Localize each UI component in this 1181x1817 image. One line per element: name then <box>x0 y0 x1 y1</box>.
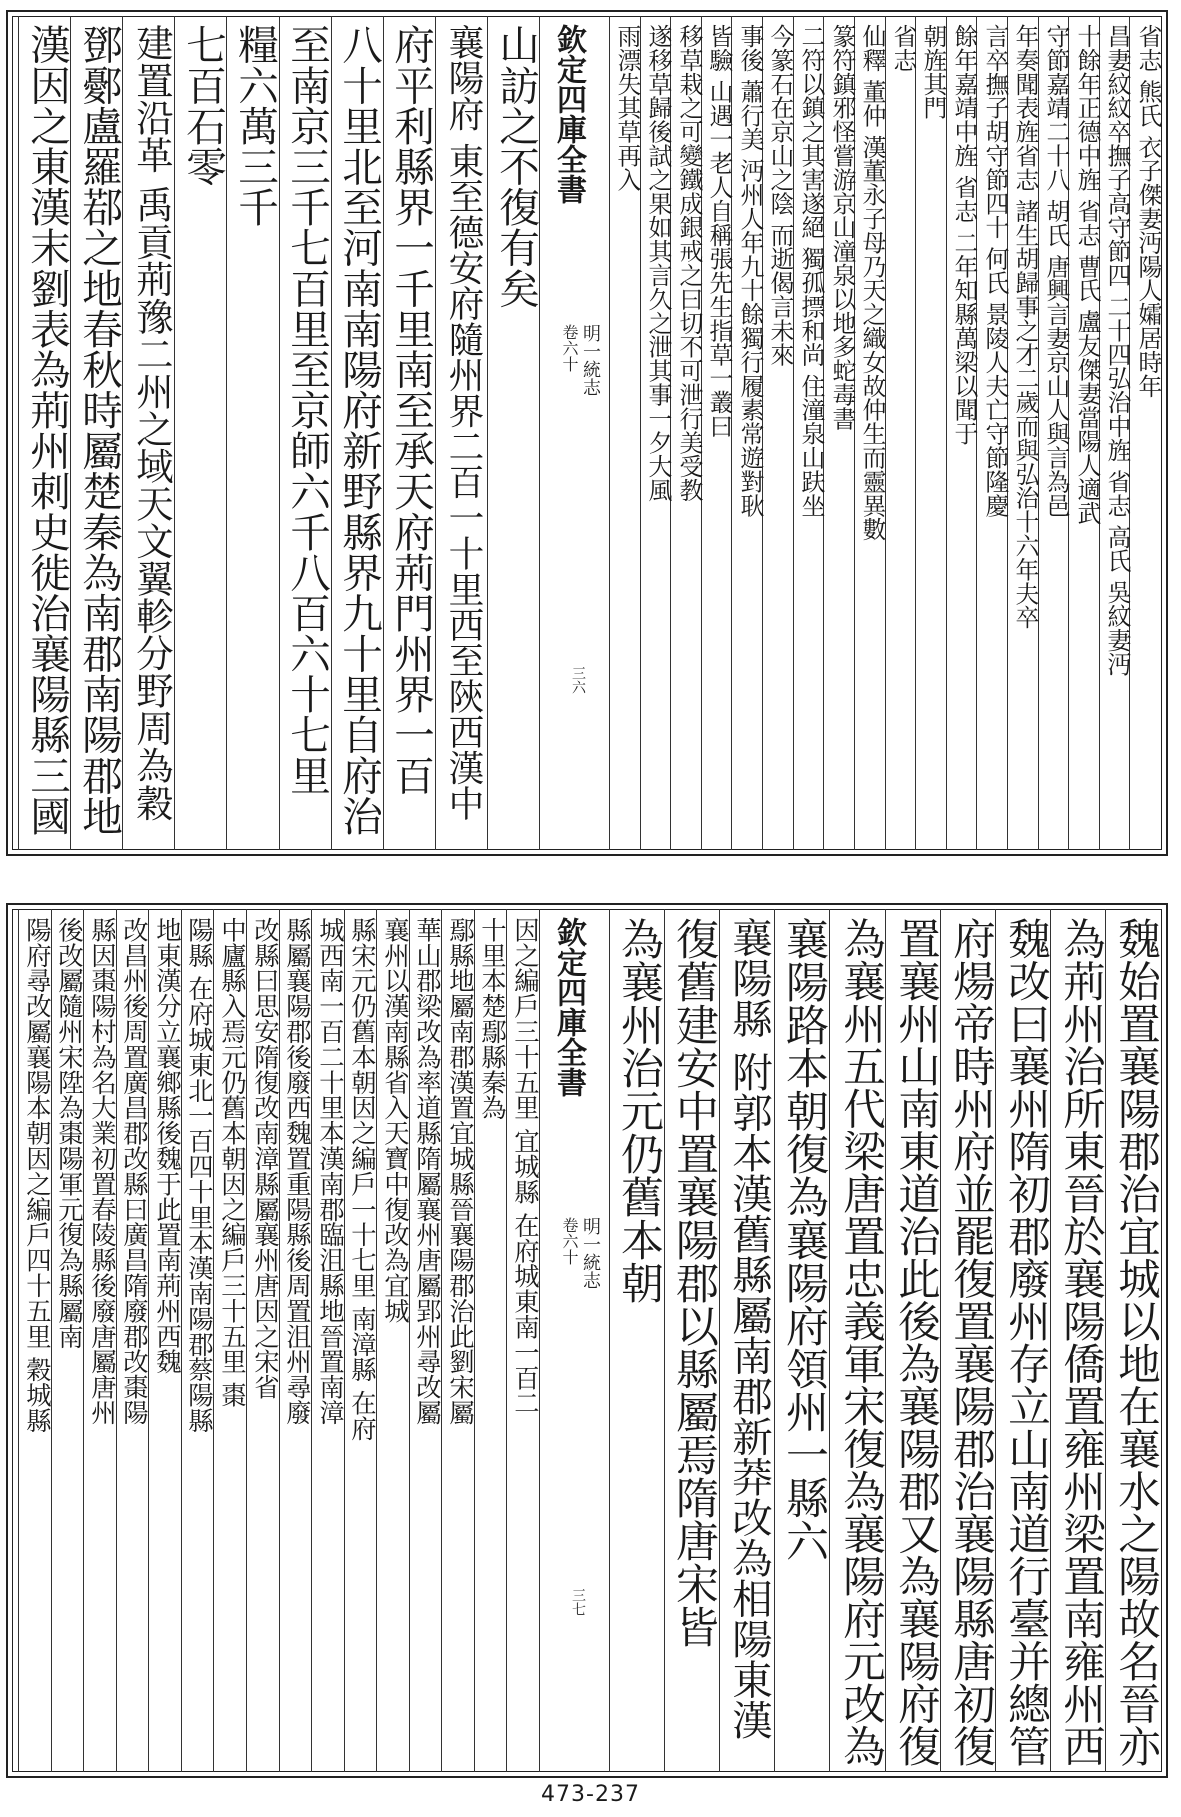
text-column: 改縣曰思安隋復改南漳縣屬襄州唐因之宋省 <box>251 917 281 1400</box>
spine-juan: 卷六十 <box>560 324 579 372</box>
column-rule <box>946 16 947 850</box>
text-column: 後改屬隨州宋陞為棗陽軍元復為縣屬南 <box>55 917 85 1349</box>
text-column: 建置沿革 禹貢荊豫二州之域天文翼軫分野周為穀 <box>130 24 174 822</box>
text-column: 襄陽縣 附郭本漢舊縣屬南郡新莽改為相陽東漢 <box>725 917 773 1740</box>
text-column: 移草栽之可變鐵成銀戒之曰切不可泄行美受教 <box>675 24 703 502</box>
column-rule <box>885 909 886 1772</box>
text-column: 年奏聞表旌省志 諸生胡歸事之才二歲而與弘治十六年夫卒 <box>1011 24 1039 630</box>
text-column: 事後 蕭行美 沔州人年九十餘獨行履素常遊對耿 <box>736 24 764 518</box>
column-rule <box>609 909 610 1772</box>
text-column: 十餘年正德中旌 省志 曹氏 盧友傑妻當陽人適武 <box>1073 24 1101 525</box>
text-column: 因之編戶三十五里 宜城縣 在府城東南一百二 <box>511 917 541 1416</box>
text-column: 城西南一百二十里本漢南郡臨沮縣地晉置南漳 <box>316 917 346 1425</box>
column-rule <box>995 909 996 1772</box>
text-column: 遂移草歸後試之果如其言久之泄其事一夕大風 <box>644 24 672 502</box>
column-rule <box>940 909 941 1772</box>
column-rule <box>174 16 175 850</box>
spine-folio: 三六 <box>570 666 586 694</box>
text-column: 魏始置襄陽郡治宜城以地在襄水之陽故名晉亦 <box>1111 917 1160 1767</box>
text-column: 二符以鎮之其害遂絕 獨孤摽和尚 住潼泉山趺坐 <box>797 24 825 518</box>
text-column: 魏改曰襄州隋初郡廢州存立山南道行臺并總管 <box>1001 917 1050 1767</box>
text-column: 糧六萬三千 <box>231 24 279 227</box>
column-rule <box>609 16 610 850</box>
text-column: 仙釋 董仲 漢董永子母乃天之織女故仲生而靈異數 <box>858 24 886 542</box>
column-rule <box>1050 909 1051 1772</box>
text-column: 縣宋元仍舊本朝因之編戶一十七里 南漳縣 在府 <box>348 917 378 1442</box>
column-rule <box>915 16 916 850</box>
text-column: 華山郡梁改為率道縣隋屬襄州唐屬郢州尋改屬 <box>413 917 443 1425</box>
text-column: 縣因棗陽村為名大業初置春陵縣後廢唐屬唐州 <box>88 917 118 1425</box>
text-column: 昌妻紋紋卒撫子高守節四 二十四弘治中旌 省志 高氏 吳紋妻沔 <box>1103 24 1131 676</box>
column-rule <box>829 909 830 1772</box>
text-column: 置襄州山南東道治此後為襄陽郡又為襄陽府復 <box>891 917 940 1767</box>
text-column: 朝旌其門 <box>919 24 947 120</box>
spine-book-title: 明一統志 <box>580 324 601 396</box>
text-column: 守節嘉靖二十八 胡氏 唐興言妻京山人與言為邑 <box>1042 24 1070 518</box>
text-column: 餘年嘉靖中旌 省志 二年知縣萬梁以聞于 <box>950 24 978 446</box>
column-rule <box>18 909 19 1772</box>
text-column: 皆驗 山遇一老人自稱張先生指草一叢曰 <box>705 24 733 438</box>
text-column: 府平利縣界一千里南至承天府荊門州界一百 <box>387 24 435 796</box>
text-column: 為襄州五代梁唐置忠義軍宋復為襄陽府元改為 <box>836 917 885 1767</box>
text-column: 鄢縣地屬南郡漢置宜城縣晉襄陽郡治此劉宋屬 <box>446 917 476 1425</box>
text-column: 襄陽路本朝復為襄陽府領州一縣六 <box>779 917 829 1562</box>
text-column: 篆符鎮邪怪嘗游京山潼泉以地多蛇毒書 <box>828 24 856 431</box>
text-column: 改昌州後周置廣昌郡改縣曰廣昌隋廢郡改棗陽 <box>120 917 150 1425</box>
column-rule <box>279 16 280 850</box>
text-column: 雨漂失其草再入 <box>613 24 641 192</box>
text-column: 十里本楚鄢縣秦為 <box>478 917 508 1121</box>
text-column: 為荊州治所東晉於襄陽僑置雍州梁置南雍州西 <box>1056 917 1105 1767</box>
text-column: 省志 <box>889 24 917 72</box>
text-column: 襄陽府 東至德安府隨州界二百一十里西至陝西漢中 <box>443 24 484 821</box>
column-rule <box>719 909 720 1772</box>
column-rule <box>774 909 775 1772</box>
spine-juan: 卷六十 <box>560 1217 579 1265</box>
text-column: 陽縣 在府城東北一百四十里本漢南陽郡蔡陽縣 <box>185 917 215 1434</box>
column-rule <box>18 16 19 850</box>
column-rule <box>331 16 332 850</box>
spine-title: 欽定四庫全書 <box>551 917 586 1097</box>
text-column: 襄州以漢南縣省入天寶中復改為宜城 <box>381 917 411 1324</box>
spine-folio: 三七 <box>570 1588 586 1616</box>
text-column: 七百石零 <box>179 24 227 187</box>
text-column: 府煬帝時州府並罷復置襄陽郡治襄陽縣唐初復 <box>946 917 995 1767</box>
column-rule <box>383 16 384 850</box>
spine-book-title: 明一統志 <box>580 1217 601 1289</box>
text-column: 縣屬襄陽郡後廢西魏置重陽縣後周置沮州尋廢 <box>283 917 313 1425</box>
text-column: 地東漢分立襄鄉縣後魏于此置南荊州西魏 <box>153 917 183 1375</box>
bottom-page <box>6 903 1168 1778</box>
column-rule <box>664 909 665 1772</box>
text-column: 為襄州治元仍舊本朝 <box>614 917 664 1304</box>
text-column: 復舊建安中置襄陽郡以縣屬焉隋唐宋皆 <box>669 917 719 1648</box>
text-column: 至南京三千七百里至京師六千八百六十七里 <box>283 24 331 796</box>
text-column: 中廬縣入焉元仍舊本朝因之編戶三十五里 棗 <box>218 917 248 1408</box>
top-page <box>6 10 1168 856</box>
column-rule <box>435 16 436 850</box>
column-rule <box>487 16 488 850</box>
text-column: 鄧鄾盧羅鄀之地春秋時屬楚秦為南郡南陽郡地 <box>75 24 123 836</box>
text-column: 八十里北至河南南陽府新野縣界九十里自府治 <box>335 24 383 836</box>
text-column: 漢因之東漢末劉表為荊州刺史徙治襄陽縣三國 <box>23 24 71 836</box>
spine-title: 欽定四庫全書 <box>551 24 586 204</box>
text-column: 省志 熊氏 衣子傑妻沔陽人孀居時年 <box>1134 24 1162 398</box>
text-column: 言卒撫子胡守節四十 何氏 景陵人夫亡守節隆慶 <box>981 24 1009 518</box>
text-column: 陽府尋改屬襄陽本朝因之編戶四十五里 穀城縣 <box>23 917 53 1434</box>
text-column: 山訪之不復有矣 <box>492 24 540 309</box>
page-footer-number: 473-237 <box>541 1782 640 1807</box>
column-rule <box>1105 909 1106 1772</box>
text-column: 今篆石在京山之陰 而逝偈言未來 <box>766 24 794 367</box>
